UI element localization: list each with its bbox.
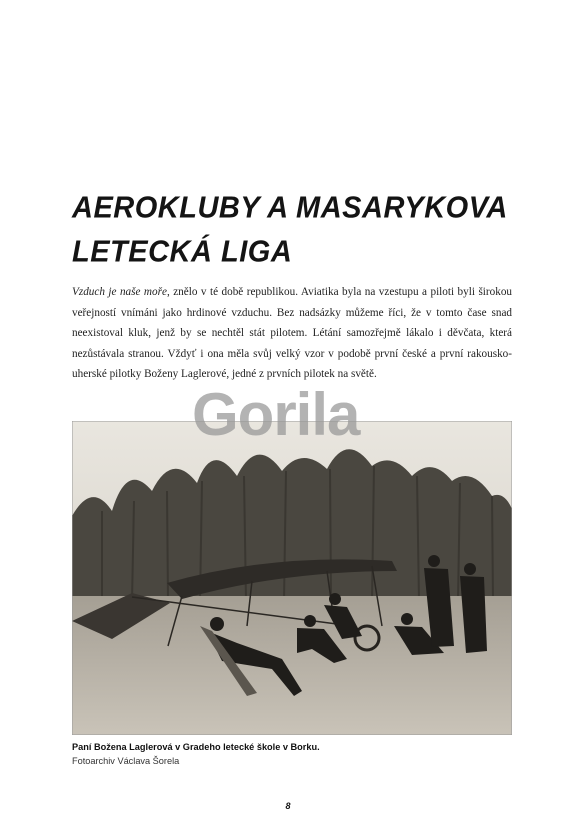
photo-caption [72,740,512,768]
page-number: 8 [285,801,291,811]
body-paragraph [72,282,512,385]
body-lead-italic: Vzduch je naše moře [72,286,167,298]
chapter-title [72,186,512,274]
chapter-title-line-1: AEROKLUBY A MASARYKOVA [72,191,508,225]
body-text: , znělo v té době republikou. Aviatika byla na vzestupu a piloti byli širokou veřejností vnímáni jako hrdinové vzduchu. Bez nadsázky můžeme říci, že v tomto čase snad neexistoval kluk, jenž by se nechtěl stát pilotem. Létání samozřejmě lákalo i děvčata, která nezůstávala stranou. Vždyť i ona měla svůj velký vzor v podobě první české a první rakousko-uherské pilotky Boženy Laglerové, jedné z prvních pilotek na světě. [72,286,513,381]
historical-photo [72,421,512,735]
caption-title: Paní Božena Laglerová v Gradeho letecké škole v Borku. [72,742,320,752]
chapter-title-line-2: LETECKÁ LIGA [72,235,293,269]
watermark-logo: Gorila [192,381,360,448]
caption-credit: Fotoarchiv Václava Šorela [72,756,180,766]
